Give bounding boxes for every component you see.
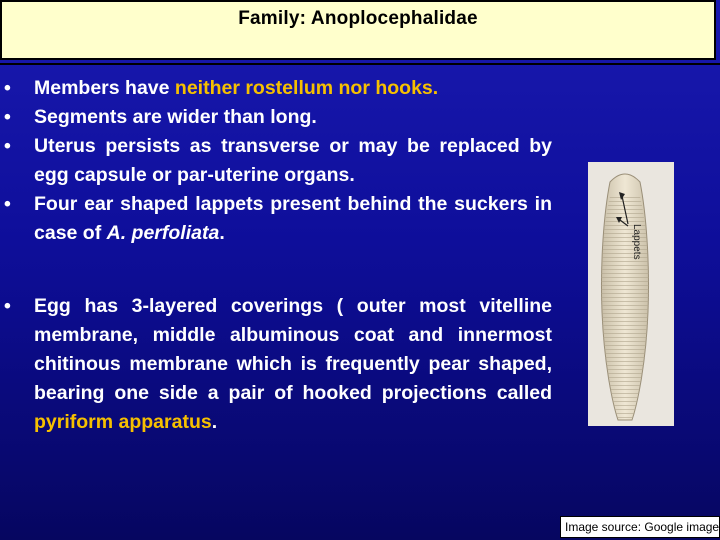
bullet-item [4, 74, 552, 103]
image-credit: Image source: Google image [560, 516, 720, 538]
lappets-label: Lappets [631, 224, 642, 260]
bullet-item [4, 132, 552, 190]
slide-title: Family: Anoplocephalidae [238, 8, 478, 29]
bullet-text: Uterus persists as transverse or may be replaced by egg capsule or par-uterine organs. [34, 135, 552, 186]
tapeworm-illustration [588, 162, 674, 426]
species-name: A. perfoliata [106, 222, 220, 244]
tapeworm-photo [588, 162, 674, 426]
bullet-item [4, 103, 552, 132]
bullet-text-end: . [219, 222, 225, 244]
bullet-marker: • [4, 77, 11, 99]
title-box [0, 0, 716, 60]
bullet-marker: • [4, 135, 11, 157]
bullet-text: Members have [34, 77, 175, 99]
title-divider [0, 63, 720, 65]
highlight-text: neither rostellum nor hooks. [174, 77, 439, 99]
bullet-text: Segments are wider than long. [34, 106, 317, 128]
spacer [4, 248, 552, 292]
bullet-list [4, 74, 552, 437]
bullet-text: Egg has 3-layered coverings ( outer most vitelline membrane, middle albuminous coat and innermost chitinous membrane which is frequently pear shaped, bearing one side a pair of hooked projections called [34, 295, 552, 404]
bullet-text: Four ear shaped lappets present behind the suckers in case of [34, 193, 552, 244]
bullet-marker: • [4, 193, 11, 215]
bullet-marker: • [4, 106, 11, 128]
bullet-item [4, 190, 552, 248]
bullet-marker: • [4, 295, 11, 317]
bullet-text-end: . [211, 411, 218, 433]
bullet-item [4, 292, 552, 437]
highlight-text: pyriform apparatus [34, 411, 212, 433]
